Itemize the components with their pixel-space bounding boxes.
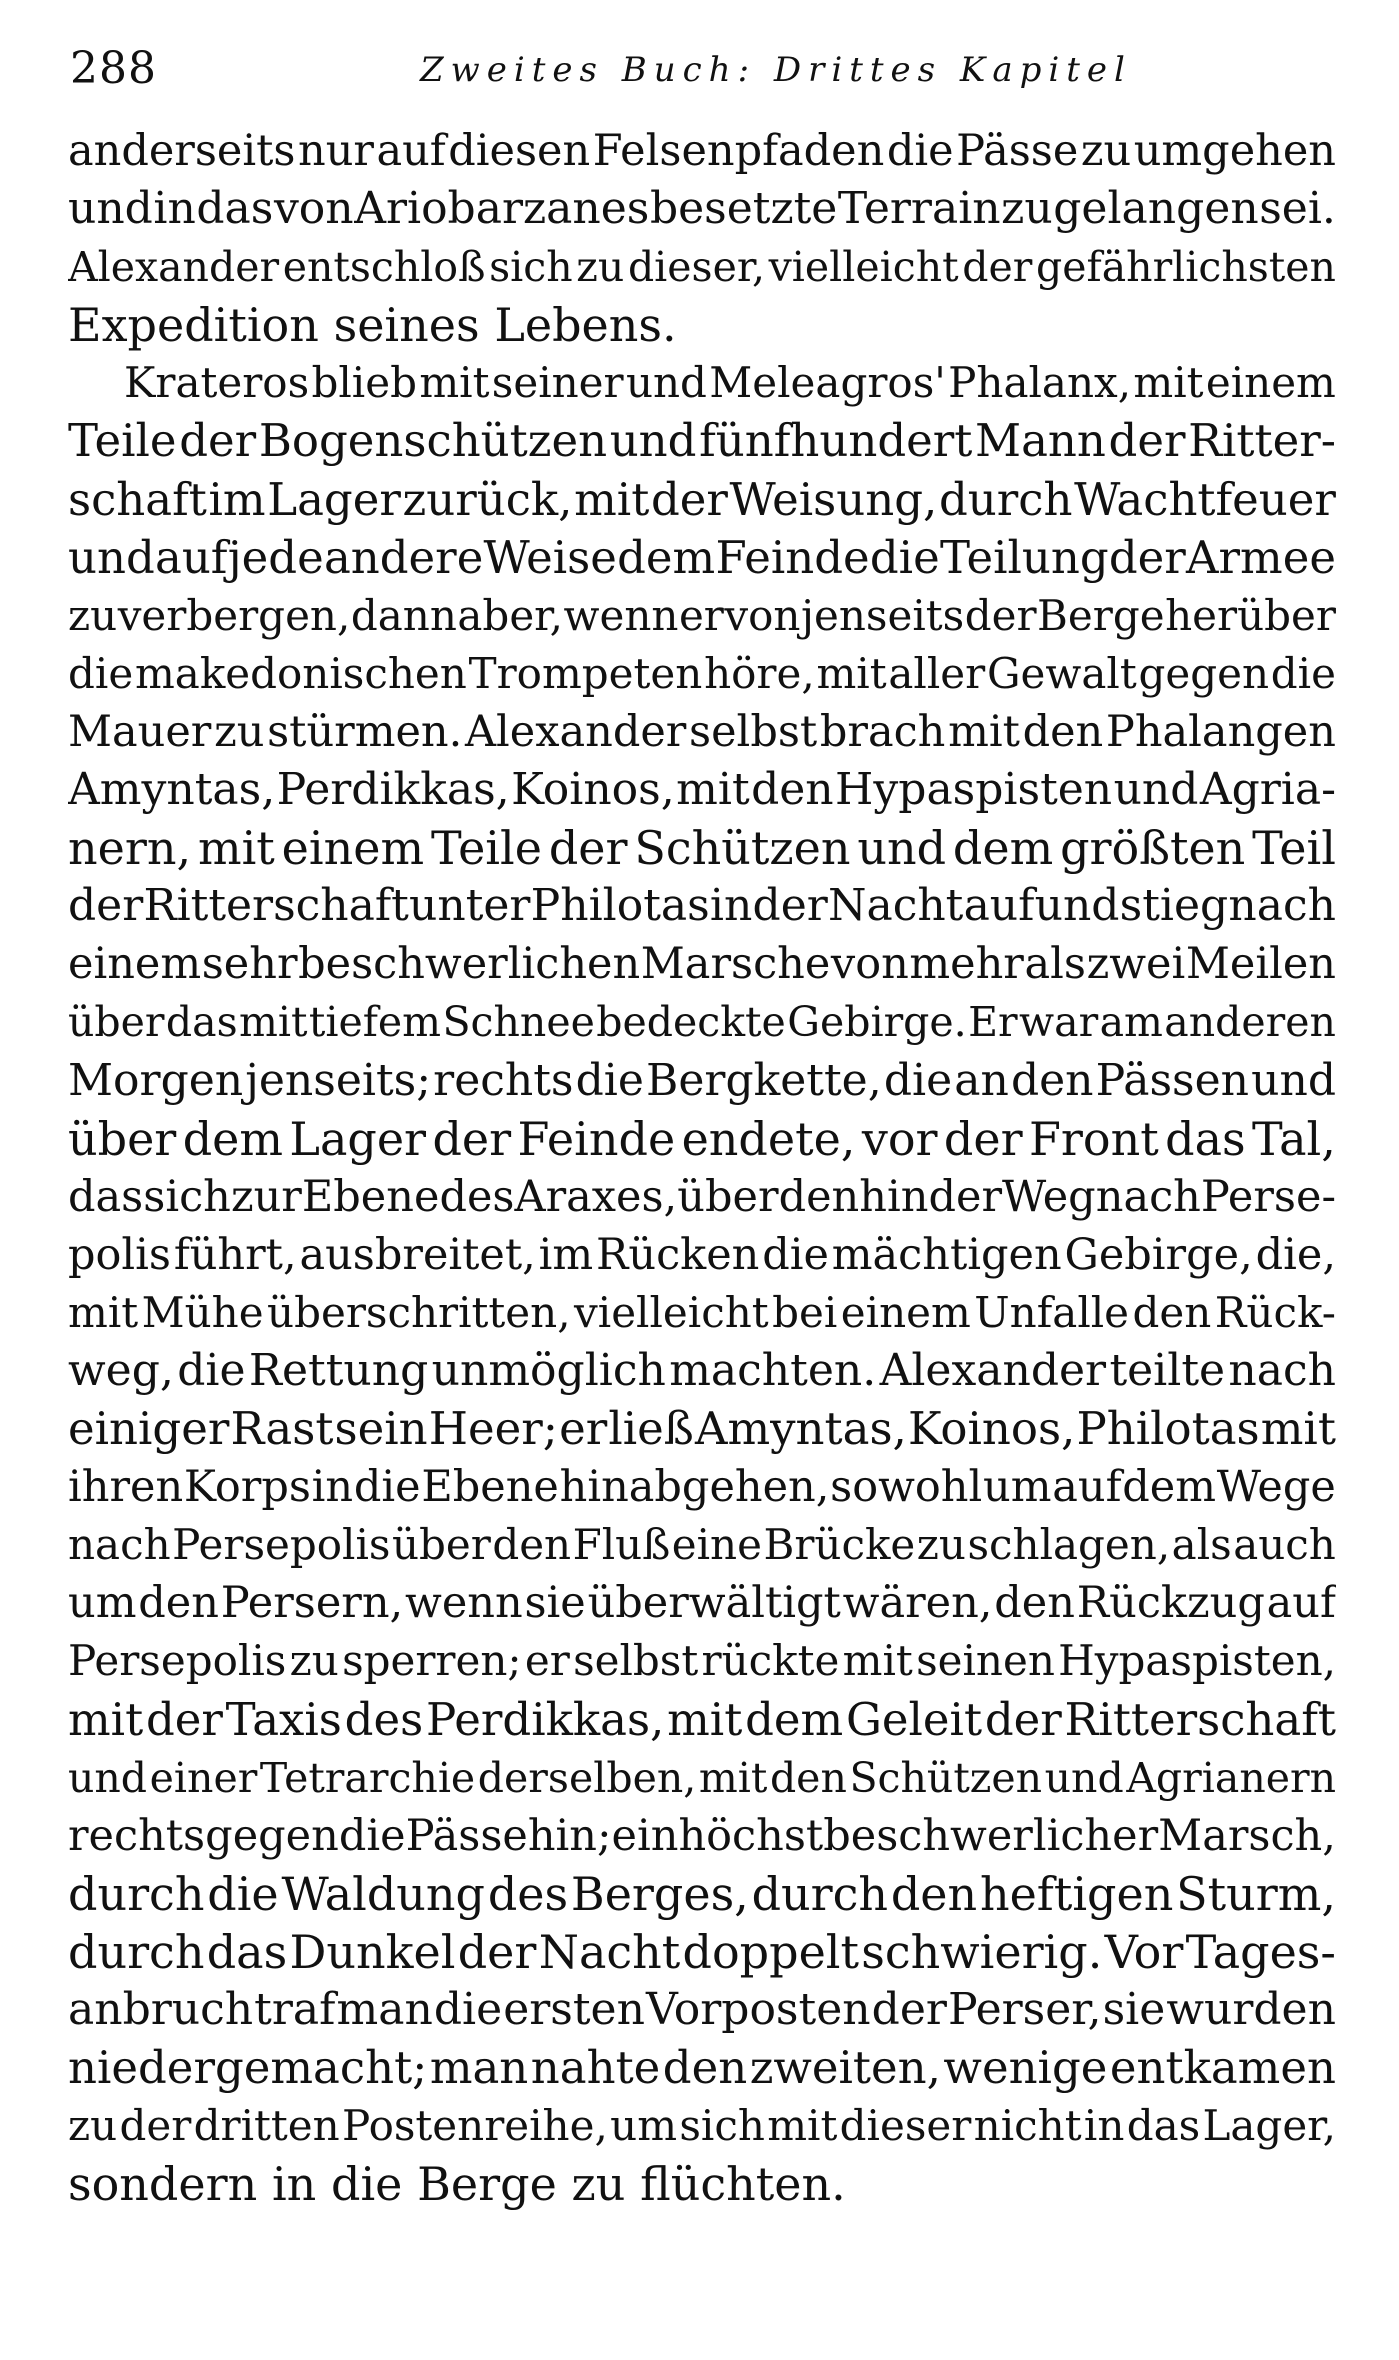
text-line: und in das von Ariobarzanes besetzte Terrain zu gelangen sei. <box>68 183 1336 235</box>
page-header <box>70 38 1336 98</box>
text-line: rechts gegen die Pässe hin; ein höchst beschwerlicher Marsch, <box>68 1810 1336 1861</box>
text-line: und auf jede andere Weise dem Feinde die Teilung der Armee <box>68 530 1336 584</box>
text-line: der Ritterschaft unter Philotas in der Nacht auf und stieg nach <box>68 880 1336 932</box>
body-text <box>68 122 1336 2213</box>
text-line: einem sehr beschwerlichen Marsche von mehr als zwei Meilen <box>68 939 1336 990</box>
text-line: polis führt, ausbreitet, im Rücken die mächtigen Gebirge, die, <box>68 1229 1336 1280</box>
text-line: anbruch traf man die ersten Vorposten der Perser, sie wurden <box>68 1984 1336 2035</box>
text-line: Krateros blieb mit seiner und Meleagros' Phalanx, mit einem <box>124 358 1336 408</box>
text-line: nern, mit einem Teile der Schützen und dem größten Teil <box>68 821 1336 876</box>
text-line: nach Persepolis über den Fluß eine Brücke zu schlagen, als auch <box>68 1520 1336 1570</box>
text-line: Expedition seines Lebens. <box>68 298 677 353</box>
text-line: ihren Korps in die Ebene hinabgehen, sowohl um auf dem Wege <box>68 1462 1336 1513</box>
text-line: über das mit tiefem Schnee bedeckte Gebirge. Er war am anderen <box>68 998 1336 1047</box>
page-number: 288 <box>70 43 157 94</box>
text-line: zu verbergen, dann aber, wenn er von jenseits der Berge herüber <box>68 590 1336 640</box>
text-line: die makedonischen Trompeten höre, mit aller Gewalt gegen die <box>68 648 1336 698</box>
text-line: weg, die Rettung unmöglich machten. Alexander teilte nach <box>68 1344 1336 1396</box>
text-line: Teile der Bogenschützen und fünfhundert Mann der Ritter- <box>68 414 1336 468</box>
text-line: sondern in die Berge zu flüchten. <box>68 2157 846 2212</box>
text-line: zu der dritten Postenreihe, um sich mit dieser nicht in das Lager, <box>68 2101 1336 2151</box>
text-line: Amyntas, Perdikkas, Koinos, mit den Hypaspisten und Agria- <box>68 764 1336 816</box>
text-line: Persepolis zu sperren; er selbst rückte mit seinen Hypaspisten, <box>68 1636 1336 1686</box>
text-line: Morgen jenseits; rechts die Bergkette, die an den Pässen und <box>68 1054 1336 1106</box>
text-line: durch die Waldung des Berges, durch den heftigen Sturm, <box>68 1866 1336 1921</box>
text-line: mit Mühe überschritten, vielleicht bei einem Unfalle den Rück- <box>68 1287 1336 1337</box>
text-line: durch das Dunkel der Nacht doppelt schwierig. Vor Tages- <box>68 1924 1336 1979</box>
text-line: anderseits nur auf diesen Felsenpfaden die Pässe zu umgehen <box>68 126 1336 176</box>
text-line: und einer Tetrarchie derselben, mit den Schützen und Agrianern <box>68 1753 1336 1802</box>
text-line: Alexander entschloß sich zu dieser, vielleicht der gefährlichsten <box>68 243 1336 292</box>
text-line: über dem Lager der Feinde endete, vor der Front das Tal, <box>68 1111 1336 1166</box>
text-line: niedergemacht; man nahte den zweiten, wenige entkamen <box>68 2041 1336 2095</box>
text-line: schaft im Lager zurück, mit der Weisung, durch Wachtfeuer <box>68 472 1336 526</box>
text-line: mit der Taxis des Perdikkas, mit dem Geleit der Ritterschaft <box>68 1692 1336 1746</box>
text-line: einiger Rast sein Heer; er ließ Amyntas, Koinos, Philotas mit <box>68 1402 1336 1456</box>
text-line: das sich zur Ebene des Araxes, über den hin der Weg nach Perse- <box>68 1171 1336 1222</box>
running-head: Zweites Buch: Drittes Kapitel <box>420 50 1132 90</box>
text-line: um den Persern, wenn sie überwältigt wären, den Rückzug auf <box>68 1578 1336 1629</box>
text-line: Mauer zu stürmen. Alexander selbst brach mit den Phalangen <box>68 706 1336 757</box>
